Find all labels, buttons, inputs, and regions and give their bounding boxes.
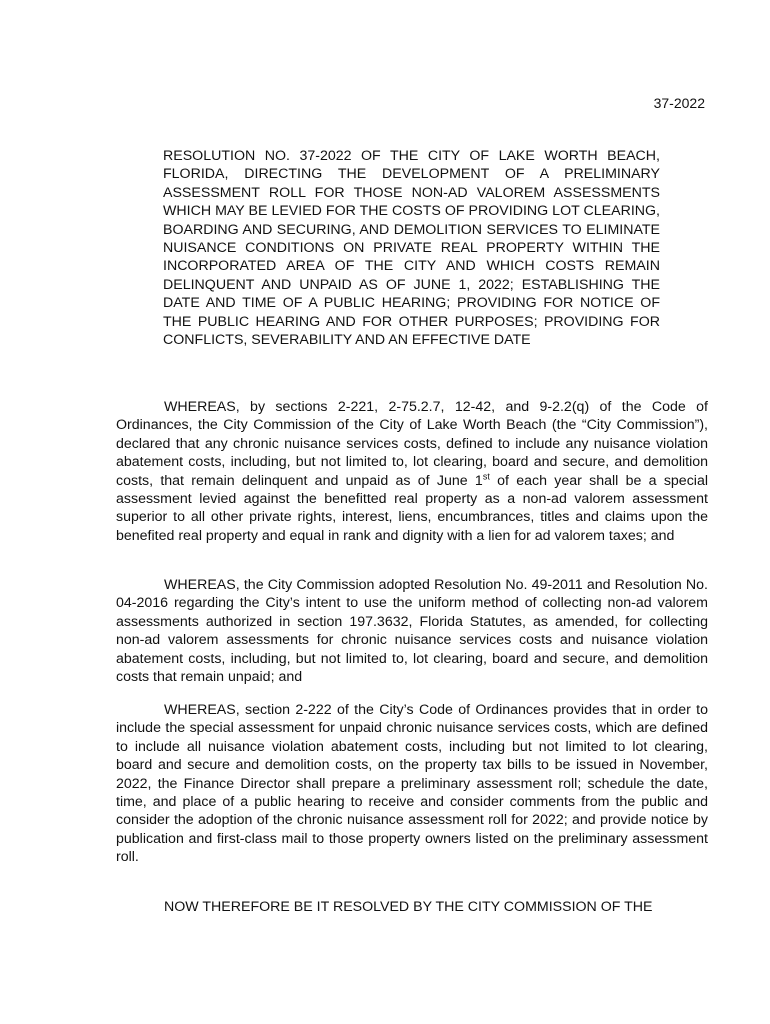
ordinal-suffix: st (482, 470, 490, 481)
resolution-title: RESOLUTION NO. 37-2022 OF THE CITY OF LAKE WORTH BEACH, FLORIDA, DIRECTING THE DEVELOPMENT OF A PRELIMINARY ASSESSMENT ROLL FOR THOSE NON-AD VALOREM ASSESSMENTS WHICH MAY BE LEVIED FOR THE COSTS OF PROVIDING LOT CLEARING, BOARDING AND SECURING, AND DEMOLITION SERVICES TO ELIMINATE NUISANCE CONDITIONS ON PRIVATE REAL PROPERTY WITHIN THE INCORPORATED AREA OF THE CITY AND WHICH COSTS REMAIN DELINQUENT AND UNPAID AS OF JUNE 1, 2022; ESTABLISHING THE DATE AND TIME OF A PUBLIC HEARING; PROVIDING FOR NOTICE OF THE PUBLIC HEARING AND FOR OTHER PURPOSES; PROVIDING FOR CONFLICTS, SEVERABILITY AND AN EFFECTIVE DATE (163, 148, 660, 349)
document-number: 37-2022 (653, 95, 705, 111)
paragraph-3-text: WHEREAS, section 2-222 of the City’s Code of Ordinances provides that in order to include the special assessment for unpaid chronic nuisance services costs, which are defined to include all nuisance violation abatement costs, including but not limited to lot clearing, board and secure and demolition costs, on the property tax bills to be issued in November, 2022, the Finance Director shall prepare a preliminary assessment roll; schedule the date, time, and place of a public hearing to receive and consider comments from the public and consider the adoption of the chronic nuisance assessment roll for 2022; and provide notice by publication and first-class mail to those property owners listed on the preliminary assessment roll. (116, 702, 708, 866)
paragraph-2-text: WHEREAS, the City Commission adopted Resolution No. 49-2011 and Resolution No. 04-2016 regarding the City’s intent to use the uniform method of collecting non-ad valorem assessments authorized in section 197.3632, Florida Statutes, as amended, for collecting non-ad valorem assessments for chronic nuisance services costs and nuisance violation abatement costs, including, but not limited to, lot clearing, board and secure, and demolition costs that remain unpaid; and (116, 577, 708, 686)
paragraph-1-text-a: WHEREAS, by sections 2-221, 2-75.2.7, 12-42, and 9-2.2(q) of the Code of Ordinances, the City Commission of the City of Lake Worth Beach (the “City Commission”), declared that any chronic nuisance services costs, defined to include any nuisance violation abatement costs, including, but not limited to, lot clearing, board and secure, and demolition costs, that remain delinquent and unpaid as of June 1 (116, 399, 708, 489)
whereas-paragraph-1 (116, 398, 708, 545)
whereas-paragraph-2 (116, 576, 708, 686)
resolved-paragraph (116, 898, 708, 916)
whereas-paragraph-3 (116, 701, 708, 867)
paragraph-1-text-b: of each year shall be a special assessment levied against the benefitted real property as a non-ad valorem assessment superior to all other private rights, interest, liens, encumbrances, titles and claims upon the benefited real property and equal in rank and dignity with a lien for ad valorem taxes; and (116, 472, 708, 544)
paragraph-4-text: NOW THEREFORE BE IT RESOLVED BY THE CITY COMMISSION OF THE (164, 899, 653, 915)
